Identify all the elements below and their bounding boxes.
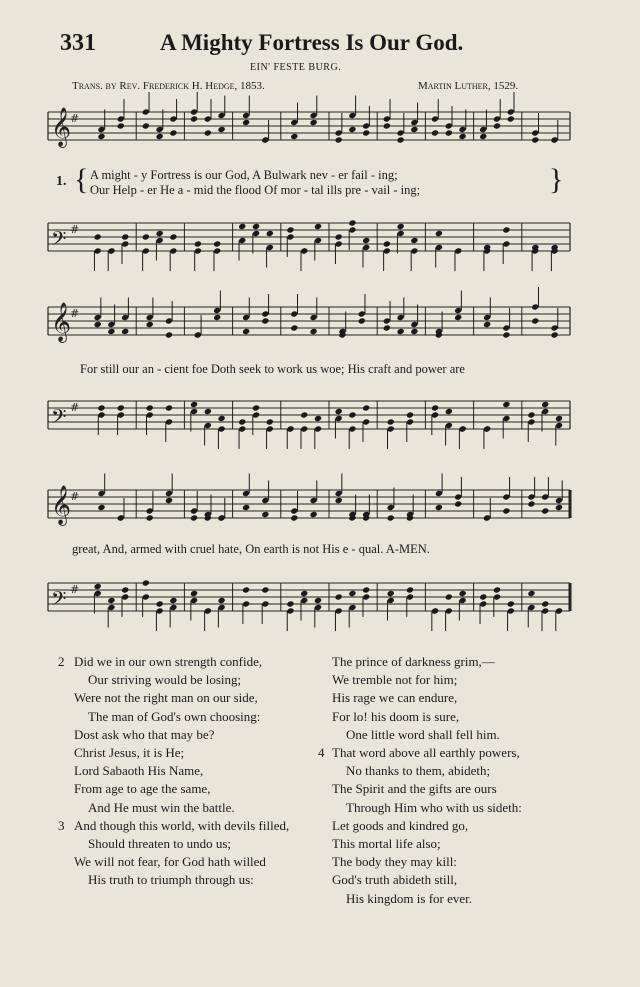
- note-head: [146, 514, 154, 521]
- key-signature: #: [70, 223, 80, 236]
- note-head: [142, 579, 150, 586]
- note-head: [190, 115, 198, 122]
- key-signature: #: [70, 307, 80, 320]
- note-head: [204, 408, 212, 415]
- note-head: [387, 418, 395, 425]
- note-head: [397, 328, 405, 335]
- note-head: [502, 226, 510, 233]
- note-head: [410, 237, 418, 244]
- note-head: [362, 129, 370, 136]
- note-head: [94, 583, 102, 590]
- note-head: [527, 500, 535, 507]
- verse-number: 4: [318, 745, 325, 760]
- note-head: [410, 126, 418, 133]
- note-head: [242, 586, 250, 593]
- note-head: [169, 597, 177, 604]
- note-head: [290, 514, 298, 521]
- note-head: [190, 514, 198, 521]
- verse-line: For lo! his doom is sure,: [332, 708, 460, 724]
- note-head: [406, 586, 414, 593]
- note-head: [445, 408, 453, 415]
- treble-clef: 𝄞: [51, 302, 72, 342]
- stanza-label: 1.: [56, 174, 67, 189]
- note-head: [387, 514, 395, 521]
- note-head: [479, 593, 487, 600]
- note-head: [266, 230, 274, 237]
- note-head: [156, 133, 164, 140]
- note-head: [194, 240, 202, 247]
- lyric-system3: great, And, armed with cruel hate, On earth is not His e - qual. A-MEN.: [72, 542, 430, 556]
- note-head: [314, 597, 322, 604]
- bass-clef: 𝄢: [51, 405, 67, 433]
- note-head: [217, 126, 225, 133]
- note-head: [309, 119, 317, 126]
- note-head: [550, 331, 558, 338]
- note-head: [527, 411, 535, 418]
- key-signature: #: [70, 401, 80, 414]
- verse-line: Through Him who with us sideth:: [346, 799, 522, 815]
- note-head: [261, 317, 269, 324]
- note-head: [335, 136, 343, 143]
- note-head: [445, 129, 453, 136]
- note-head: [117, 404, 125, 411]
- note-head: [97, 133, 105, 140]
- hymn-title: A Mighty Fortress Is Our God.: [160, 30, 464, 55]
- note-head: [117, 122, 125, 129]
- lyric-brace-right: }: [549, 163, 564, 196]
- verse-line: His truth to triumph through us:: [88, 872, 254, 888]
- treble-clef: 𝄞: [51, 107, 72, 147]
- verse-line: Our striving would be losing;: [88, 672, 242, 688]
- note-head: [348, 590, 356, 597]
- note-head: [121, 328, 129, 335]
- note-head: [261, 511, 269, 518]
- note-head: [431, 129, 439, 136]
- note-head: [383, 324, 391, 331]
- note-head: [502, 507, 510, 514]
- note-head: [213, 240, 221, 247]
- bass-clef: 𝄢: [51, 587, 67, 615]
- lyric-system1-line2: Our Help - er He a - mid the flood Of mor - tal ills pre - vail - ing;: [90, 183, 421, 197]
- note-head: [242, 328, 250, 335]
- note-head: [410, 328, 418, 335]
- note-head: [142, 233, 150, 240]
- note-head: [146, 321, 154, 328]
- tune-name: EIN' FESTE BURG.: [250, 62, 342, 73]
- note-head: [383, 122, 391, 129]
- note-head: [238, 223, 246, 230]
- note-head: [146, 404, 154, 411]
- note-head: [445, 593, 453, 600]
- composer-credit: Martin Luther, 1529.: [418, 80, 519, 92]
- note-head: [502, 331, 510, 338]
- key-signature: #: [70, 583, 80, 596]
- note-head: [165, 497, 173, 504]
- note-head: [290, 324, 298, 331]
- note-head: [286, 226, 294, 233]
- note-head: [213, 314, 221, 321]
- note-head: [300, 411, 308, 418]
- note-head: [483, 321, 491, 328]
- verse-line: His rage we can endure,: [332, 690, 458, 706]
- verse-line: Christ Jesus, it is He;: [74, 745, 185, 760]
- lyric-brace-left: {: [74, 163, 89, 196]
- note-head: [169, 233, 177, 240]
- note-head: [309, 328, 317, 335]
- note-head: [165, 404, 173, 411]
- note-head: [435, 230, 443, 237]
- note-head: [493, 586, 501, 593]
- note-head: [435, 504, 443, 511]
- note-head: [252, 223, 260, 230]
- note-head: [507, 600, 515, 607]
- note-head: [204, 129, 212, 136]
- note-head: [502, 401, 510, 408]
- note-head: [397, 223, 405, 230]
- note-head: [458, 590, 466, 597]
- note-head: [362, 586, 370, 593]
- note-head: [314, 415, 322, 422]
- note-head: [335, 497, 343, 504]
- note-head: [242, 119, 250, 126]
- note-head: [531, 136, 539, 143]
- note-head: [348, 126, 356, 133]
- note-head: [314, 223, 322, 230]
- note-head: [335, 233, 343, 240]
- note-head: [454, 500, 462, 507]
- note-head: [165, 331, 173, 338]
- note-head: [541, 600, 549, 607]
- note-head: [309, 511, 317, 518]
- note-head: [94, 233, 102, 240]
- verse-line: Should threaten to undo us;: [88, 836, 231, 851]
- verse-number: 2: [58, 654, 65, 669]
- verse-line: Lord Sabaoth His Name,: [74, 763, 204, 779]
- note-head: [286, 600, 294, 607]
- note-head: [190, 590, 198, 597]
- verse-line: And though this world, with devils filled,: [74, 817, 290, 833]
- verse-line: And He must win the battle.: [88, 799, 235, 815]
- verse-line: We will not fear, for God hath willed: [74, 854, 266, 870]
- note-head: [358, 317, 366, 324]
- note-head: [541, 507, 549, 514]
- note-head: [397, 136, 405, 143]
- note-head: [156, 600, 164, 607]
- note-head: [169, 129, 177, 136]
- note-head: [94, 321, 102, 328]
- note-head: [541, 401, 549, 408]
- note-head: [493, 122, 501, 129]
- note-head: [121, 586, 129, 593]
- note-head: [335, 408, 343, 415]
- note-head: [97, 504, 105, 511]
- verse-line: Did we in our own strength confide,: [74, 654, 263, 669]
- verse-line: One little word shall fell him.: [346, 726, 500, 742]
- note-head: [406, 411, 414, 418]
- note-head: [156, 230, 164, 237]
- treble-clef: 𝄞: [51, 485, 72, 525]
- note-head: [555, 504, 563, 511]
- verse-line: Were not the right man on our side,: [74, 690, 258, 706]
- verse-line: That word above all earthly powers,: [332, 745, 520, 760]
- lyric-system2: For still our an - cient foe Doth seek to work us woe; His craft and power are: [80, 362, 465, 376]
- note-head: [507, 115, 515, 122]
- verse-line: The Spirit and the gifts are ours: [332, 781, 497, 797]
- verse-number: 3: [58, 817, 65, 833]
- note-head: [107, 597, 115, 604]
- note-head: [531, 317, 539, 324]
- note-head: [348, 219, 356, 226]
- note-head: [362, 404, 370, 411]
- note-head: [107, 328, 115, 335]
- note-head: [479, 133, 487, 140]
- note-head: [555, 415, 563, 422]
- note-head: [190, 401, 198, 408]
- translator-credit: Trans. by Rev. Frederick H. Hedge, 1853.: [72, 80, 265, 92]
- note-head: [454, 314, 462, 321]
- note-head: [458, 133, 466, 140]
- verse-line: From age to age the same,: [74, 781, 211, 797]
- verse-line: God's truth abideth still,: [332, 872, 458, 888]
- lyric-system1-line1: A might - y Fortress is our God, A Bulwark nev - er fail - ing;: [90, 168, 398, 182]
- note-head: [431, 404, 439, 411]
- key-signature: #: [70, 112, 80, 125]
- note-head: [217, 597, 225, 604]
- key-signature: #: [70, 490, 80, 503]
- note-head: [252, 404, 260, 411]
- bass-clef: 𝄢: [51, 227, 67, 255]
- verse-line: His kingdom is for ever.: [346, 890, 473, 906]
- verse-line: This mortal life also;: [332, 836, 441, 851]
- note-head: [387, 590, 395, 597]
- verse-line: No thanks to them, abideth;: [346, 763, 491, 779]
- verse-line: The man of God's own choosing:: [88, 708, 261, 724]
- note-head: [261, 586, 269, 593]
- verse-line: Dost ask who that may be?: [74, 726, 215, 742]
- note-head: [335, 593, 343, 600]
- note-head: [290, 133, 298, 140]
- note-head: [97, 404, 105, 411]
- note-head: [527, 590, 535, 597]
- note-head: [238, 418, 246, 425]
- verse-line: The prince of darkness grim,—: [332, 654, 495, 669]
- note-head: [121, 233, 129, 240]
- note-head: [362, 237, 370, 244]
- note-head: [300, 590, 308, 597]
- note-head: [383, 240, 391, 247]
- note-head: [142, 122, 150, 129]
- note-head: [217, 415, 225, 422]
- verse-line: Let goods and kindred go,: [332, 817, 469, 833]
- note-head: [266, 418, 274, 425]
- verse-line: We tremble not for him;: [332, 672, 458, 688]
- note-head: [242, 504, 250, 511]
- hymn-number: 331: [60, 30, 96, 56]
- verse-line: The body they may kill:: [332, 854, 457, 870]
- note-head: [348, 411, 356, 418]
